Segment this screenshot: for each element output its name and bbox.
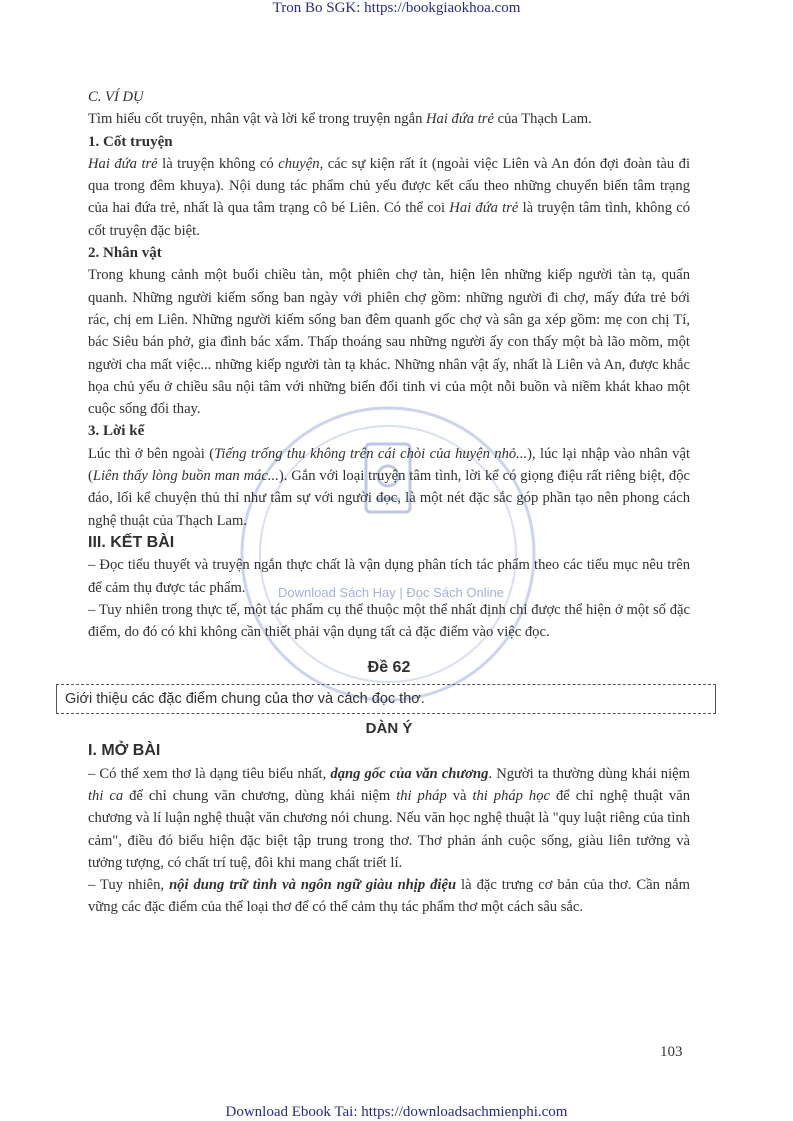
paragraph-nhan-vat: Trong khung cảnh một buổi chiều tàn, một phiên chợ tàn, hiện lên những kiếp người tàn tạ, quẩn quanh. Những người kiếm sống ban ngày với phiên chợ gồm: những người đi chợ, mấy đứa trẻ bới rác, chị em Liên. Những người kiếm sống ban đêm quanh gốc chợ và sân ga xép gồm: mẹ con chị Tí, bác Siêu bán phở, gia đình bác xẩm. Thấp thoáng sau những người ấy con thấy một bà lão mõm, một người cha mất việc... những kiếp người tàn tạ khác. Những nhân vật ấy, nhất là Liên và An, được khắc họa chủ yếu ở chiều sâu nội tâm với những biến đổi tinh vi của một nỗi buồn và niềm khát khao một cuộc sống đổi thay. xyxy=(88,267,690,418)
paragraph-ket-bai-1: – Đọc tiểu thuyết và truyện ngắn thực chất là vận dụng phân tích tác phẩm theo các tiểu mục nêu trên để cảm thụ được tác phẩm. xyxy=(88,557,690,596)
heading-ket-bai: III. KẾT BÀI xyxy=(88,533,175,551)
paragraph-mo-bai-1: – Có thể xem thơ là dạng tiêu biểu nhất, dạng gốc của văn chương. Người ta thường dùng khái niệm thi ca để chỉ chung văn chương, dùng khái niệm thi pháp và thi pháp học để chỉ nghệ thuật văn chương và lí luận nghệ thuật văn chương nói chung. Nếu văn học nghệ thuật là "quy luật riêng của tình cảm", điều đó biểu hiện đặc biệt tập trung trong thơ. Thơ phản ánh cuộc sống, giàu liên tưởng và tưởng tượng, có chất trí tuệ, đôi khi mang chất triết lí. xyxy=(88,765,691,871)
de-62-title: Đề 62 xyxy=(367,659,411,677)
heading-mo-bai: I. MỞ BÀI xyxy=(88,742,161,760)
header-link[interactable]: Tron Bo SGK: https://bookgiaokhoa.com xyxy=(272,0,521,16)
footer-link[interactable]: Download Ebook Tai: https://downloadsachmienphi.com xyxy=(225,1104,568,1120)
watermark-text: Download Sách Hay | Đọc Sách Online xyxy=(278,585,504,600)
dan-y-heading: DÀN Ý xyxy=(365,720,413,738)
paragraph-cot-truyen: Hai đứa trẻ là truyện không có chuyện, các sự kiện rất ít (ngoài việc Liên và An đón đợi đoàn tàu đi qua trong đêm khuya). Nội dung tác phẩm chủ yếu được kết cấu theo những chuyển biến tâm trạng của hai đứa trẻ, nhất là qua tâm trạng cô bé Liên. Có thể coi Hai đứa trẻ là truyện tâm tình, không có cốt truyện đặc biệt. xyxy=(88,155,691,239)
section-c-intro: Tìm hiểu cốt truyện, nhân vật và lời kể trong truyện ngắn Hai đứa trẻ của Thạch Lam. xyxy=(88,111,592,128)
heading-loi-ke: 3. Lời kể xyxy=(88,423,145,440)
section-c-title: C. VÍ DỤ xyxy=(88,89,144,105)
paragraph-loi-ke: Lúc thì ở bên ngoài (Tiếng trống thu không trên cái chòi của huyện nhỏ...), lúc lại nhập vào nhân vật (Liên thấy lòng buồn man mác...). Gắn với loại truyện tâm tình, lời kể có giọng điệu rất riêng biệt, độc đáo, lối kể chuyện thủ thỉ như tâm sự với người đọc, là một nét đặc sắc góp phần tạo nên phong cách nghệ thuật của Thạch Lam. xyxy=(88,445,690,529)
heading-cot-truyen: 1. Cốt truyện xyxy=(88,133,173,150)
de-62-prompt: Giới thiệu các đặc điểm chung của thơ và cách đọc thơ. xyxy=(56,684,716,714)
paragraph-mo-bai-2: – Tuy nhiên, nội dung trữ tình và ngôn ngữ giàu nhịp điệu là đặc trưng cơ bản của thơ. Cần nắm vững các đặc điểm của thể loại thơ để có thể cảm thụ tác phẩm thơ một cách sâu sắc. xyxy=(88,877,690,916)
paragraph-ket-bai-2: – Tuy nhiên trong thực tế, một tác phẩm cụ thể thuộc một thể nhất định chỉ được thể hiện ở một số đặc điểm, do đó có khi không cần thiết phải vận dụng tất cả đặc điểm vào việc đọc. xyxy=(88,601,690,641)
main-content xyxy=(65,86,691,919)
page-number: 103 xyxy=(660,1044,683,1060)
heading-nhan-vat: 2. Nhân vật xyxy=(88,245,162,262)
